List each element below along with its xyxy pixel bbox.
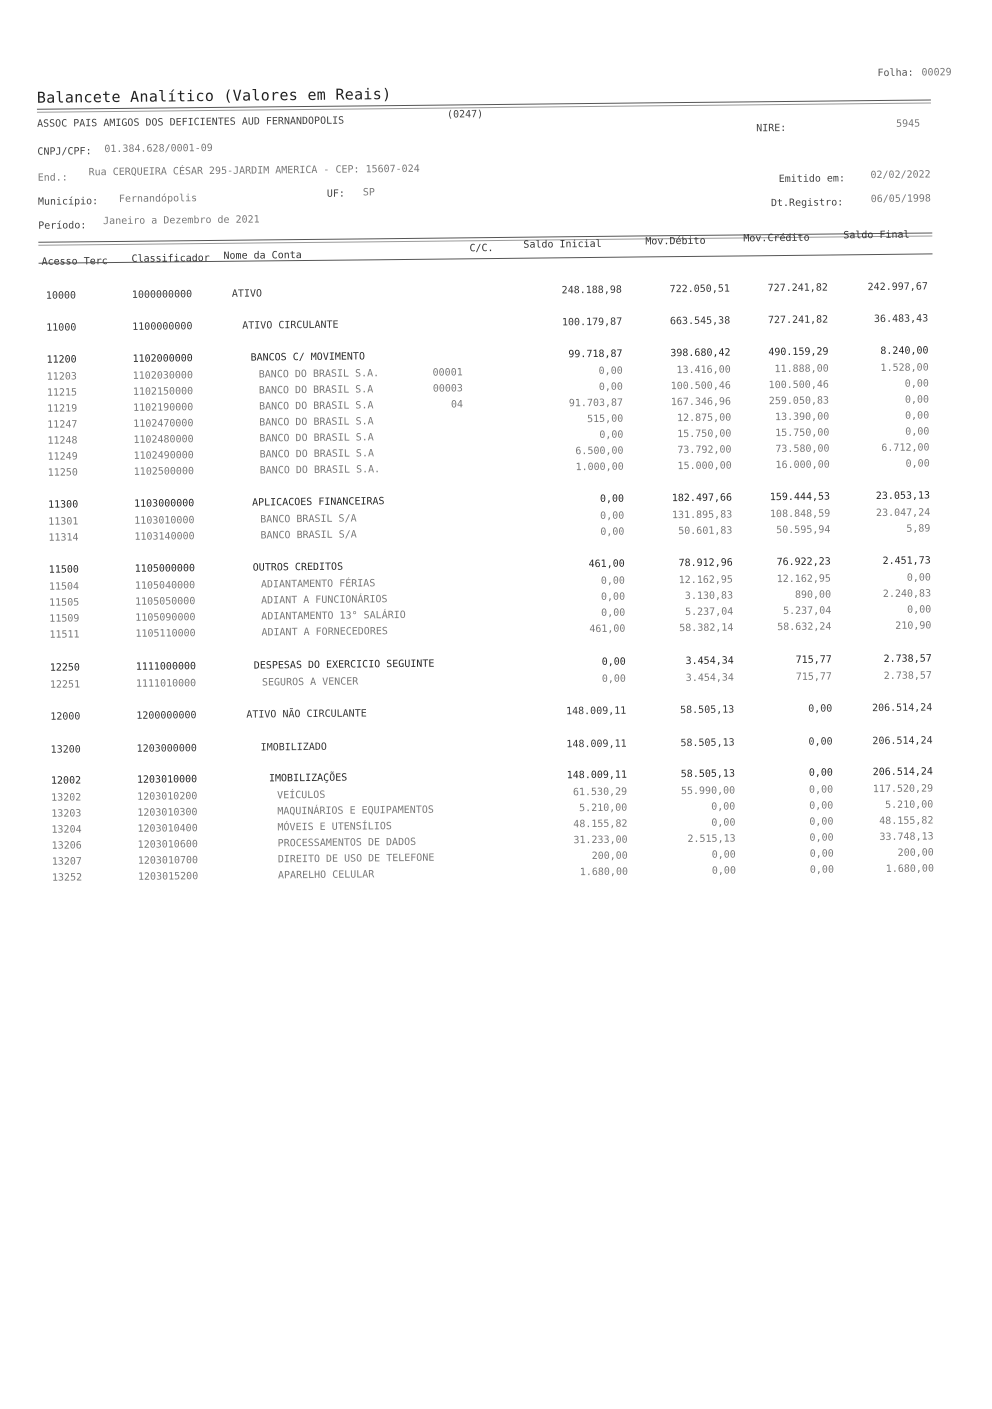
- row-classificador: 1102500000: [133, 466, 195, 478]
- row-mov-debito: 131.895,83: [671, 509, 733, 522]
- row-nome: APLICACOES FINANCEIRAS: [252, 496, 385, 509]
- row-acesso: 11200: [46, 354, 77, 366]
- row-mov-debito: 12.162,95: [678, 574, 733, 587]
- row-acesso: 12002: [50, 775, 82, 787]
- row-mov-credito: 76.922,23: [776, 556, 831, 569]
- row-saldo-inicial: 515,00: [587, 413, 624, 426]
- folha-value: 00029: [921, 67, 952, 79]
- row-saldo-inicial: 461,00: [589, 623, 626, 636]
- row-saldo-final: 0,00: [907, 604, 932, 616]
- row-nome: OUTROS CREDITOS: [252, 561, 344, 574]
- row-cc: 00003: [432, 383, 463, 395]
- row-mov-credito: 727.241,82: [767, 314, 829, 327]
- row-saldo-final: 242.997,67: [867, 281, 928, 294]
- row-nome: MAQUINÁRIOS E EQUIPAMENTOS: [277, 804, 434, 818]
- row-saldo-final: 8.240,00: [880, 345, 929, 357]
- row-saldo-final: 2.451,73: [882, 555, 931, 567]
- row-acesso: 11215: [46, 387, 78, 399]
- folha-label: Folha:: [877, 67, 914, 80]
- row-classificador: 1105050000: [135, 596, 196, 608]
- row-acesso: 12000: [50, 711, 81, 723]
- row-classificador: 1102150000: [132, 386, 194, 398]
- row-acesso: 10000: [45, 290, 77, 302]
- row-mov-credito: 0,00: [808, 736, 833, 748]
- row-mov-debito: 3.454,34: [685, 672, 734, 685]
- row-mov-debito: 58.382,14: [679, 622, 734, 635]
- row-classificador: 1102190000: [133, 402, 194, 414]
- row-mov-credito: 0,00: [809, 816, 834, 828]
- row-nome: IMOBILIZAÇÕES: [268, 772, 348, 785]
- row-nome: ADIANT A FUNCIONÁRIOS: [261, 594, 388, 607]
- row-acesso: 11000: [46, 322, 77, 334]
- row-nome: ATIVO NÃO CIRCULANTE: [246, 708, 367, 721]
- row-acesso: 11509: [49, 613, 80, 625]
- row-saldo-inicial: 31.233,00: [573, 834, 628, 847]
- row-mov-debito: 722.050,51: [669, 283, 730, 296]
- row-mov-credito: 0,00: [808, 767, 833, 779]
- row-nome: BANCOS C/ MOVIMENTO: [250, 351, 366, 364]
- row-nome: BANCO BRASIL S/A: [260, 513, 357, 526]
- row-saldo-inicial: 6.500,00: [575, 445, 624, 458]
- row-saldo-inicial: 5.210,00: [579, 802, 628, 815]
- nire-label: NIRE:: [756, 122, 787, 135]
- row-nome: BANCO DO BRASIL S.A: [259, 448, 375, 461]
- row-saldo-final: 0,00: [905, 426, 930, 438]
- row-mov-debito: 0,00: [711, 849, 736, 861]
- row-saldo-inicial: 0,00: [600, 575, 625, 587]
- table-row: [7, 735, 992, 761]
- row-mov-debito: 5.237,04: [685, 606, 734, 619]
- row-nome: MÓVEIS E UTENSÍLIOS: [277, 821, 392, 834]
- row-classificador: 1200000000: [136, 710, 197, 722]
- col-cc: C/C.: [469, 243, 494, 255]
- row-classificador: 1105110000: [135, 628, 196, 640]
- row-classificador: 1111010000: [135, 678, 197, 690]
- col-saldo-final: Saldo Final: [843, 229, 910, 242]
- row-classificador: 1103000000: [134, 498, 195, 510]
- row-mov-credito: 0,00: [809, 800, 834, 812]
- row-saldo-final: 33.748,13: [879, 831, 934, 844]
- nire-value: 5945: [895, 118, 921, 130]
- row-nome: ATIVO: [231, 288, 263, 300]
- row-saldo-inicial: 0,00: [601, 607, 626, 619]
- row-nome: BANCO BRASIL S/A: [260, 529, 357, 542]
- row-mov-credito: 100.500,46: [768, 379, 829, 392]
- row-saldo-final: 48.155,82: [879, 815, 934, 828]
- row-nome: APARELHO CELULAR: [277, 869, 375, 882]
- row-saldo-inicial: 148.009,11: [566, 769, 628, 782]
- row-mov-debito: 15.000,00: [677, 460, 732, 473]
- row-classificador: 1203010000: [136, 774, 198, 786]
- row-saldo-final: 2.240,83: [882, 588, 932, 600]
- row-mov-debito: 167.346,96: [670, 396, 732, 409]
- row-mov-debito: 50.601,83: [678, 525, 733, 538]
- row-acesso: 13200: [50, 744, 81, 756]
- row-saldo-inicial: 248.188,98: [561, 284, 622, 297]
- row-mov-debito: 58.505,13: [680, 704, 735, 717]
- periodo-value: Janeiro a Dezembro de 2021: [103, 214, 260, 228]
- row-mov-credito: 259.050,83: [768, 395, 830, 408]
- municipio-value: Fernandópolis: [118, 193, 198, 205]
- row-cc: 04: [450, 399, 464, 411]
- row-acesso: 11219: [47, 403, 78, 415]
- col-classificador: Classificador: [131, 253, 210, 265]
- row-classificador: 1203010300: [137, 807, 198, 819]
- row-saldo-final: 0,00: [905, 410, 930, 422]
- row-mov-debito: 3.130,83: [684, 590, 734, 603]
- row-saldo-final: 0,00: [904, 394, 930, 406]
- row-saldo-final: 1.528,00: [880, 362, 929, 374]
- emitido-label: Emitido em:: [778, 173, 846, 186]
- cnpj-value: 01.384.628/0001-09: [104, 142, 213, 156]
- row-acesso: 11511: [49, 629, 80, 641]
- row-saldo-inicial: 0,00: [598, 365, 623, 377]
- row-nome: ADIANTAMENTO 13° SALÁRIO: [261, 609, 406, 623]
- row-nome: BANCO DO BRASIL S.A: [259, 416, 374, 429]
- row-classificador: 1102000000: [132, 353, 193, 365]
- col-saldo-inicial: Saldo Inicial: [523, 238, 602, 251]
- row-mov-debito: 3.454,34: [685, 655, 734, 668]
- uf-label: UF:: [326, 188, 345, 200]
- row-acesso: 11504: [48, 581, 80, 593]
- row-saldo-final: 0,00: [905, 458, 930, 470]
- row-mov-credito: 11.888,00: [774, 363, 829, 376]
- row-saldo-final: 206.514,24: [872, 766, 933, 779]
- row-saldo-inicial: 148.009,11: [566, 738, 627, 751]
- table-row: [2, 281, 992, 307]
- row-saldo-inicial: 0,00: [599, 429, 624, 441]
- row-saldo-final: 36.483,43: [873, 313, 929, 326]
- row-saldo-inicial: 1.000,00: [575, 461, 624, 474]
- row-saldo-inicial: 91.703,87: [568, 397, 624, 410]
- row-saldo-inicial: 100.179,87: [561, 316, 623, 329]
- cnpj-label: CNPJ/CPF:: [37, 146, 92, 158]
- row-classificador: 1203010200: [137, 791, 198, 803]
- row-nome: BANCO DO BRASIL S.A.: [259, 464, 381, 477]
- registro-label: Dt.Registro:: [770, 197, 844, 210]
- table-row: [6, 702, 992, 728]
- row-classificador: 1203010400: [137, 823, 198, 835]
- periodo-label: Período:: [38, 220, 87, 232]
- row-mov-credito: 727.241,82: [767, 282, 828, 295]
- row-nome: SEGUROS A VENCER: [261, 676, 359, 689]
- row-classificador: 1103010000: [134, 515, 195, 527]
- row-mov-debito: 0,00: [711, 817, 736, 829]
- row-mov-debito: 58.505,13: [680, 768, 735, 781]
- row-saldo-inicial: 99.718,87: [568, 348, 623, 361]
- row-saldo-final: 5.210,00: [885, 799, 934, 811]
- page-title: Balancete Analítico (Valores em Reais): [36, 85, 392, 107]
- row-classificador: 1203010700: [137, 855, 199, 867]
- row-saldo-final: 206.514,24: [871, 702, 933, 715]
- row-saldo-final: 2.738,57: [883, 653, 932, 665]
- row-acesso: 11249: [47, 451, 78, 463]
- row-mov-credito: 715,77: [795, 654, 832, 666]
- row-saldo-final: 0,00: [906, 572, 931, 584]
- row-mov-debito: 73.792,00: [677, 444, 732, 457]
- row-acesso: 12250: [49, 662, 80, 674]
- row-mov-debito: 663.545,38: [669, 315, 731, 328]
- row-classificador: 1102490000: [133, 450, 194, 462]
- row-saldo-final: 2.738,57: [883, 670, 932, 682]
- row-mov-credito: 50.595,94: [776, 524, 831, 537]
- row-nome: BANCO DO BRASIL S.A: [258, 384, 374, 397]
- row-saldo-final: 23.047,24: [875, 507, 931, 520]
- row-saldo-inicial: 0,00: [601, 673, 627, 685]
- row-saldo-inicial: 148.009,11: [566, 705, 627, 718]
- row-mov-credito: 58.632,24: [777, 621, 832, 634]
- row-mov-debito: 58.505,13: [680, 737, 735, 750]
- entity-name: ASSOC PAIS AMIGOS DOS DEFICIENTES AUD FERNANDOPOLIS: [37, 115, 345, 130]
- row-acesso: 13204: [51, 824, 82, 836]
- row-classificador: 1111000000: [135, 661, 197, 673]
- row-mov-credito: 0,00: [808, 784, 834, 796]
- row-mov-credito: 490.159,29: [768, 346, 829, 359]
- row-classificador: 1203010600: [137, 839, 198, 851]
- row-saldo-final: 1.680,00: [885, 863, 935, 875]
- row-classificador: 1105000000: [134, 563, 196, 575]
- row-mov-credito: 73.580,00: [775, 443, 830, 456]
- row-nome: BANCO DO BRASIL S.A.: [258, 368, 380, 381]
- row-saldo-final: 23.053,13: [875, 490, 931, 503]
- row-mov-credito: 108.848,59: [769, 508, 831, 521]
- row-nome: PROCESSAMENTOS DE DADOS: [277, 836, 417, 850]
- row-mov-credito: 0,00: [809, 864, 835, 876]
- row-nome: DIREITO DE USO DE TELEFONE: [277, 852, 435, 866]
- row-classificador: 1105040000: [134, 580, 196, 592]
- row-acesso: 11314: [48, 532, 79, 544]
- row-mov-debito: 0,00: [711, 865, 737, 877]
- row-saldo-final: 0,00: [904, 378, 929, 390]
- row-mov-debito: 78.912,96: [678, 557, 733, 570]
- row-nome: BANCO DO BRASIL S.A: [259, 432, 374, 445]
- row-classificador: 1105090000: [135, 612, 196, 624]
- row-saldo-inicial: 48.155,82: [573, 818, 628, 831]
- row-saldo-final: 210,90: [895, 620, 932, 632]
- row-mov-credito: 0,00: [809, 832, 834, 844]
- row-acesso: 12251: [49, 679, 81, 691]
- row-saldo-inicial: 1.680,00: [579, 866, 629, 879]
- col-mov-credito: Mov.Crédito: [743, 232, 810, 245]
- row-acesso: 11505: [49, 597, 80, 609]
- row-saldo-final: 117.520,29: [872, 783, 934, 796]
- row-saldo-final: 206.514,24: [872, 735, 933, 748]
- row-saldo-inicial: 200,00: [591, 850, 628, 863]
- row-nome: IMOBILIZADO: [260, 741, 327, 754]
- row-classificador: 1000000000: [131, 289, 193, 301]
- row-saldo-inicial: 0,00: [601, 656, 626, 668]
- row-acesso: 11250: [47, 467, 78, 479]
- row-acesso: 11203: [46, 371, 77, 383]
- row-acesso: 13206: [51, 840, 82, 852]
- row-acesso: 13203: [51, 808, 82, 820]
- row-classificador: 1102030000: [132, 370, 194, 382]
- row-saldo-inicial: 61.530,29: [572, 786, 628, 799]
- row-cc: 00001: [432, 367, 463, 379]
- row-saldo-inicial: 0,00: [599, 493, 625, 505]
- row-mov-credito: 0,00: [809, 848, 834, 860]
- row-acesso: 11300: [48, 499, 79, 511]
- row-mov-credito: 15.750,00: [775, 427, 830, 440]
- municipio-label: Município:: [37, 196, 99, 208]
- row-nome: DESPESAS DO EXERCICIO SEGUINTE: [253, 658, 435, 672]
- uf-value: SP: [362, 187, 375, 199]
- row-mov-debito: 182.497,66: [671, 492, 733, 505]
- row-mov-debito: 398.680,42: [670, 347, 731, 360]
- row-mov-credito: 5.237,04: [783, 605, 832, 618]
- row-classificador: 1102480000: [133, 434, 194, 446]
- row-mov-debito: 15.750,00: [677, 428, 732, 441]
- row-mov-credito: 0,00: [808, 703, 833, 715]
- row-classificador: 1203000000: [136, 743, 197, 755]
- row-mov-credito: 13.390,00: [774, 411, 830, 424]
- row-saldo-final: 5,89: [906, 523, 931, 535]
- row-classificador: 1203015200: [137, 871, 199, 883]
- emitido-value: 02/02/2022: [870, 169, 931, 182]
- row-nome: ADIANT A FORNECEDORES: [261, 626, 388, 639]
- address-label: End.:: [37, 172, 68, 184]
- row-acesso: 11500: [48, 564, 79, 576]
- col-nome: Nome da Conta: [223, 250, 302, 262]
- row-acesso: 13252: [51, 872, 83, 884]
- row-saldo-final: 200,00: [897, 847, 934, 859]
- row-mov-debito: 100.500,46: [670, 380, 731, 393]
- address-value: Rua CERQUEIRA CÉSAR 295-JARDIM AMERICA - CEP: 15607-024: [88, 163, 420, 179]
- row-nome: BANCO DO BRASIL S.A: [259, 400, 374, 413]
- row-acesso: 11248: [47, 435, 78, 447]
- row-saldo-inicial: 461,00: [588, 558, 625, 571]
- row-acesso: 13207: [51, 856, 82, 868]
- row-mov-credito: 16.000,00: [775, 459, 830, 472]
- col-mov-debito: Mov.Débito: [645, 235, 706, 248]
- row-mov-credito: 159.444,53: [769, 491, 831, 504]
- row-saldo-inicial: 0,00: [600, 526, 625, 538]
- row-mov-credito: 715,77: [795, 671, 832, 683]
- row-mov-debito: 0,00: [711, 801, 736, 813]
- row-nome: ATIVO CIRCULANTE: [242, 319, 339, 332]
- row-mov-debito: 2.515,13: [687, 833, 736, 846]
- row-saldo-final: 6.712,00: [881, 442, 930, 454]
- row-classificador: 1100000000: [132, 321, 193, 333]
- row-mov-credito: 890,00: [794, 589, 832, 601]
- row-acesso: 13202: [51, 792, 82, 804]
- row-saldo-inicial: 0,00: [600, 591, 626, 603]
- row-mov-debito: 55.990,00: [680, 785, 736, 798]
- row-saldo-inicial: 0,00: [598, 381, 623, 393]
- entity-code: (0247): [446, 109, 484, 121]
- row-acesso: 11247: [47, 419, 78, 431]
- row-mov-debito: 12.875,00: [676, 412, 732, 425]
- row-acesso: 11301: [48, 516, 79, 528]
- row-mov-debito: 13.416,00: [676, 364, 731, 377]
- table-row: [2, 313, 992, 339]
- registro-value: 06/05/1998: [870, 193, 931, 206]
- row-classificador: 1103140000: [134, 531, 195, 543]
- row-nome: VEÍCULOS: [277, 789, 326, 802]
- row-classificador: 1102470000: [133, 418, 194, 430]
- row-mov-credito: 12.162,95: [776, 573, 831, 586]
- row-nome: ADIANTAMENTO FÉRIAS: [260, 578, 376, 591]
- row-saldo-inicial: 0,00: [600, 510, 625, 522]
